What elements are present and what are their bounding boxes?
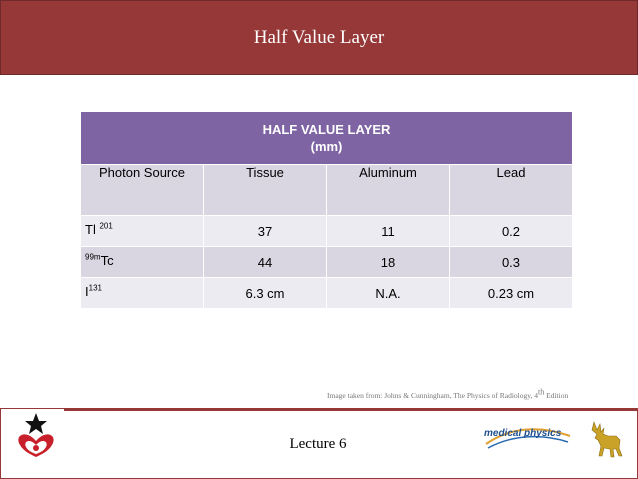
aluminum-value: 11 [327, 216, 450, 247]
lecture-label: Lecture 6 [289, 436, 347, 452]
aluminum-value: N.A. [327, 278, 450, 309]
lead-value: 0.3 [450, 247, 573, 278]
table-row [81, 216, 573, 247]
source-cell-tl201 [81, 216, 204, 247]
table-header-row [81, 112, 573, 165]
title-bar [0, 0, 638, 75]
citation-text: Image taken from: Johns & Cunningham, The Physics of Radiology, 4 [327, 391, 539, 400]
table-subtitle: (mm) [310, 139, 343, 154]
image-citation [327, 387, 569, 400]
table-row [81, 278, 573, 309]
table-title: HALF VALUE LAYER [262, 122, 391, 137]
aluminum-value: 18 [327, 247, 450, 278]
citation-sup: th [538, 387, 545, 397]
col-header-tissue: Tissue [204, 165, 327, 216]
lead-value: 0.23 cm [450, 278, 573, 309]
col-header-aluminum: Aluminum [327, 165, 450, 216]
source-sup: 99m [85, 252, 101, 262]
table-row [81, 247, 573, 278]
lead-value: 0.2 [450, 216, 573, 247]
tissue-value: 37 [204, 216, 327, 247]
source-sup: 201 [99, 221, 113, 231]
medical-physics-logo-text: medical physics [484, 428, 562, 439]
col-header-photon-source: Photon Source [81, 165, 204, 216]
footer-divider [64, 409, 637, 411]
table-title-cell [81, 112, 573, 165]
source-base: Tl [85, 222, 96, 237]
source-sup: 131 [88, 283, 102, 293]
slide-title: Half Value Layer [253, 26, 385, 48]
tissue-value: 44 [204, 247, 327, 278]
source-cell-tc99m [81, 247, 204, 278]
source-base: I [85, 284, 89, 299]
col-header-lead: Lead [450, 165, 573, 216]
hvl-table [80, 111, 573, 309]
citation-suffix: Edition [544, 391, 569, 400]
source-cell-i131 [81, 278, 204, 309]
tissue-value: 6.3 cm [204, 278, 327, 309]
source-base: Tc [100, 253, 114, 268]
column-header-row [81, 165, 573, 216]
